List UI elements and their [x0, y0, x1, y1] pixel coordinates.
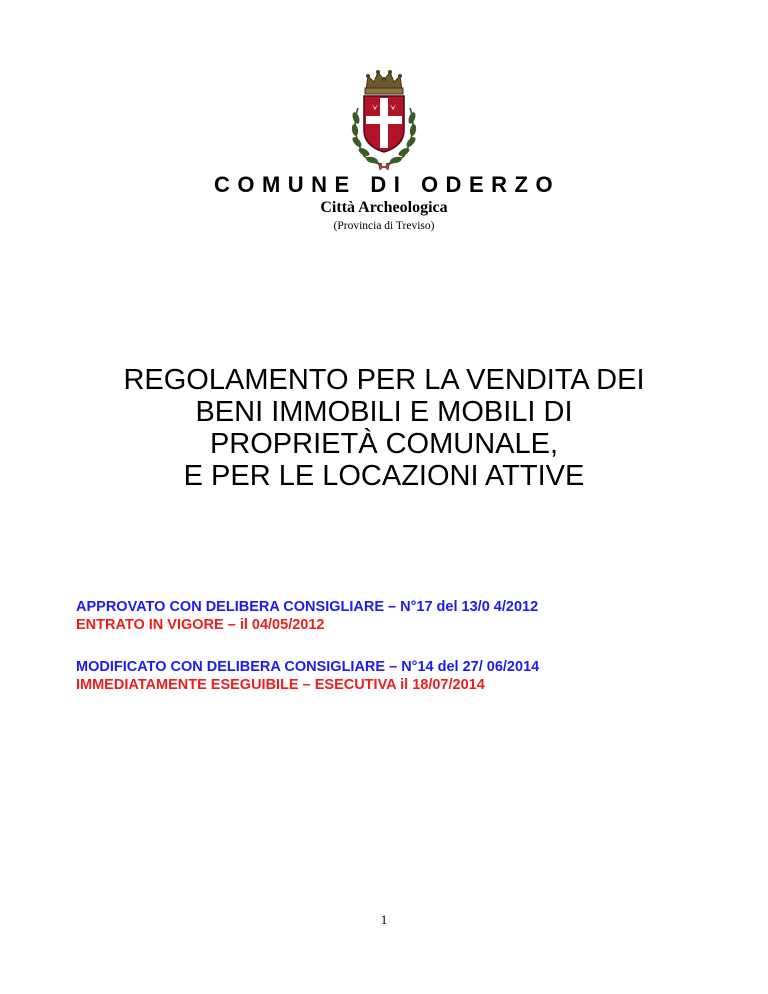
title-line: E PER LE LOCAZIONI ATTIVE: [183, 460, 585, 492]
city-subtitle: Città Archeologica: [320, 199, 448, 216]
province-label: (Provincia di Treviso): [333, 220, 435, 232]
title-line: PROPRIETÀ COMUNALE,: [209, 428, 559, 460]
executive-line: IMMEDIATAMENTE ESEGUIBILE – ESECUTIVA il 18/07/2014: [76, 677, 485, 693]
document-title: [0, 364, 768, 492]
title-line: REGOLAMENTO PER LA VENDITA DEI: [123, 364, 645, 396]
crown-icon: [365, 70, 403, 94]
municipality-name: COMUNE DI ODERZO: [213, 172, 561, 197]
approval-line: APPROVATO CON DELIBERA CONSIGLIARE – N°17 del 13/0 4/2012: [76, 599, 539, 615]
title-line: BENI IMMOBILI E MOBILI DI: [195, 396, 573, 428]
page-number: 1: [380, 912, 388, 927]
modification-line: MODIFICATO CON DELIBERA CONSIGLIARE – N°14 del 27/ 06/2014: [76, 659, 540, 675]
coat-of-arms-icon: [344, 68, 424, 172]
approval-notes: [76, 598, 539, 694]
shield-icon: [364, 96, 404, 152]
effective-date-line: ENTRATO IN VIGORE – il 04/05/2012: [76, 617, 325, 633]
